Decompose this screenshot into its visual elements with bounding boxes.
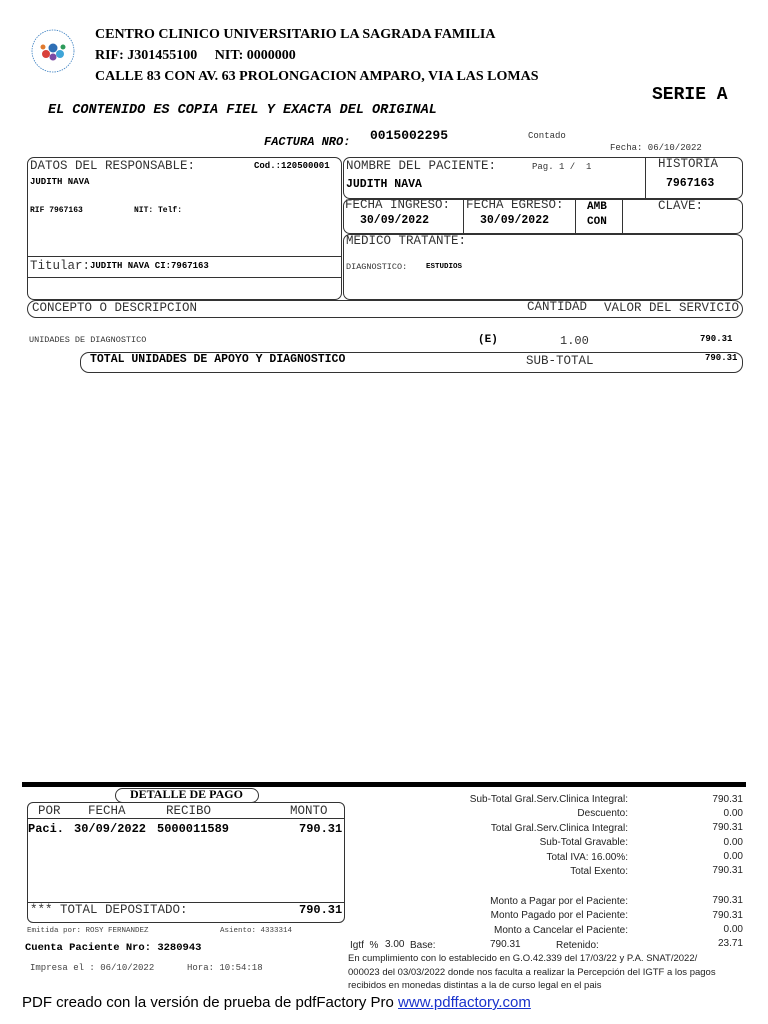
totals-value-2: 790.31	[712, 822, 743, 833]
paciente-title: NOMBRE DEL PACIENTE:	[346, 159, 497, 173]
totals-value-4: 0.00	[723, 851, 743, 862]
diagnostico-label: DIAGNOSTICO:	[346, 262, 408, 272]
pdf-footer-text: PDF creado con la versión de prueba de pdfFactory Pro	[22, 994, 399, 1011]
clave-label: CLAVE:	[658, 199, 704, 213]
concept-row-desc: UNIDADES DE DIAGNOSTICO	[29, 335, 147, 345]
responsable-rif: RIF 7967163	[30, 206, 83, 215]
impresa-el: Impresa el : 06/10/2022	[30, 963, 155, 973]
total-depositado-label: *** TOTAL DEPOSITADO:	[30, 903, 188, 917]
pdf-footer	[22, 994, 531, 1011]
subtotal-label: SUB-TOTAL	[526, 354, 594, 368]
subtotal-value: 790.31	[705, 353, 738, 363]
pdffactory-link[interactable]: www.pdffactory.com	[398, 994, 531, 1011]
igtf-pct: 3.00	[385, 939, 405, 950]
totals-label-5: Total Exento:	[570, 866, 628, 877]
egreso-value: 30/09/2022	[480, 214, 550, 227]
diagnostico-value: ESTUDIOS	[426, 263, 463, 271]
titular-value: JUDITH NAVA CI:7967163	[90, 261, 209, 271]
totals-value-0: 790.31	[712, 794, 743, 805]
pago-col-monto: MONTO	[290, 804, 328, 818]
totals-label-1: Descuento:	[577, 808, 628, 819]
historia-label: HISTORIA	[658, 157, 719, 171]
concept-row-qty: 1.00	[560, 334, 589, 348]
cuenta-paciente: Cuenta Paciente Nro: 3280943	[25, 942, 202, 954]
responsable-title: DATOS DEL RESPONSABLE:	[30, 159, 196, 173]
ingreso-label: FECHA INGRESO:	[345, 198, 451, 212]
totals-value-8: 0.00	[723, 924, 743, 935]
igtf-label: Igtf %	[350, 940, 379, 951]
responsable-nit-telf: NIT: Telf:	[134, 206, 183, 215]
legal-line-2: recibidos en monedas distintas a la de curso legal en el pais	[348, 980, 602, 991]
igtf-retenido-label: Retenido:	[556, 940, 599, 951]
igtf-base-value: 790.31	[490, 939, 521, 950]
concept-header-qty: CANTIDAD	[527, 300, 588, 314]
totals-value-5: 790.31	[712, 865, 743, 876]
responsable-cod: Cod.:120500001	[254, 161, 330, 171]
detalle-pago-title: DETALLE DE PAGO	[130, 787, 243, 801]
totals-label-3: Sub-Total Gravable:	[539, 837, 628, 848]
titular-label: Titular:	[30, 259, 91, 273]
factura-number: 0015002295	[370, 128, 449, 143]
serie-label: SERIE A	[652, 85, 728, 105]
pago-row-por: Paci.	[28, 822, 65, 836]
concept-header-value: VALOR DEL SERVICIO	[604, 301, 740, 315]
rif-nit: RIF: J301455100 NIT: 0000000	[95, 48, 296, 63]
address: CALLE 83 CON AV. 63 PROLONGACION AMPARO, VIA LAS LOMAS	[95, 69, 539, 84]
paciente-name: JUDITH NAVA	[346, 178, 422, 191]
egreso-label: FECHA EGRESO:	[466, 198, 564, 212]
concept-row-code: (E)	[478, 334, 498, 346]
responsable-name: JUDITH NAVA	[30, 177, 90, 187]
historia-value: 7967163	[666, 177, 715, 190]
pago-col-por: POR	[38, 804, 61, 818]
total-depositado-value: 790.31	[299, 903, 343, 917]
legal-line-0: En cumplimiento con lo establecido en G.O.42.339 del 17/03/22 y P.A. SNAT/2022/	[348, 953, 698, 964]
concept-row-value: 790.31	[700, 334, 733, 344]
igtf-retenido-value: 23.71	[717, 938, 743, 949]
pago-col-recibo: RECIBO	[166, 804, 212, 818]
asiento: Asiento: 4333314	[220, 927, 293, 935]
concept-header-desc: CONCEPTO O DESCRIPCION	[32, 301, 198, 315]
factura-label: FACTURA NRO:	[264, 135, 351, 149]
page-indicator: Pag. 1 / 1	[532, 162, 592, 172]
ingreso-value: 30/09/2022	[360, 214, 430, 227]
pago-row-fecha: 30/09/2022	[74, 822, 147, 836]
amb-label: AMB	[587, 201, 607, 213]
payment-type: Contado	[528, 131, 566, 141]
pago-row-monto: 790.31	[299, 822, 343, 836]
totals-value-7: 790.31	[712, 910, 743, 921]
clinic-logo	[22, 26, 84, 76]
igtf-base-label: Base:	[410, 940, 436, 951]
totals-value-6: 790.31	[712, 895, 743, 906]
con-label: CON	[587, 216, 607, 228]
totals-label-4: Total IVA: 16.00%:	[546, 852, 628, 863]
totals-value-3: 0.00	[723, 837, 743, 848]
legal-line-1: 000023 del 03/03/2022 donde nos faculta a realizar la Percepción del IGTF a los pagos	[348, 967, 716, 978]
totals-value-1: 0.00	[723, 808, 743, 819]
totals-label-8: Monto a Cancelar el Paciente:	[494, 925, 628, 936]
total-unidades-label: TOTAL UNIDADES DE APOYO Y DIAGNOSTICO	[90, 353, 346, 366]
totals-label-0: Sub-Total Gral.Serv.Clinica Integral:	[469, 794, 628, 805]
hora: Hora: 10:54:18	[187, 963, 263, 973]
totals-label-7: Monto Pagado por el Paciente:	[490, 910, 628, 921]
invoice-date: Fecha: 06/10/2022	[610, 143, 702, 153]
copy-note: EL CONTENIDO ES COPIA FIEL Y EXACTA DEL ORIGINAL	[48, 103, 437, 118]
org-name: CENTRO CLINICO UNIVERSITARIO LA SAGRADA FAMILIA	[95, 27, 496, 42]
medico-label: MEDICO TRATANTE:	[346, 234, 467, 248]
pago-row-recibo: 5000011589	[157, 822, 230, 836]
totals-label-6: Monto a Pagar por el Paciente:	[490, 896, 628, 907]
pago-col-fecha: FECHA	[88, 804, 126, 818]
totals-label-2: Total Gral.Serv.Clinica Integral:	[490, 823, 628, 834]
emitida-por: Emitida por: ROSY FERNANDEZ	[27, 927, 149, 935]
